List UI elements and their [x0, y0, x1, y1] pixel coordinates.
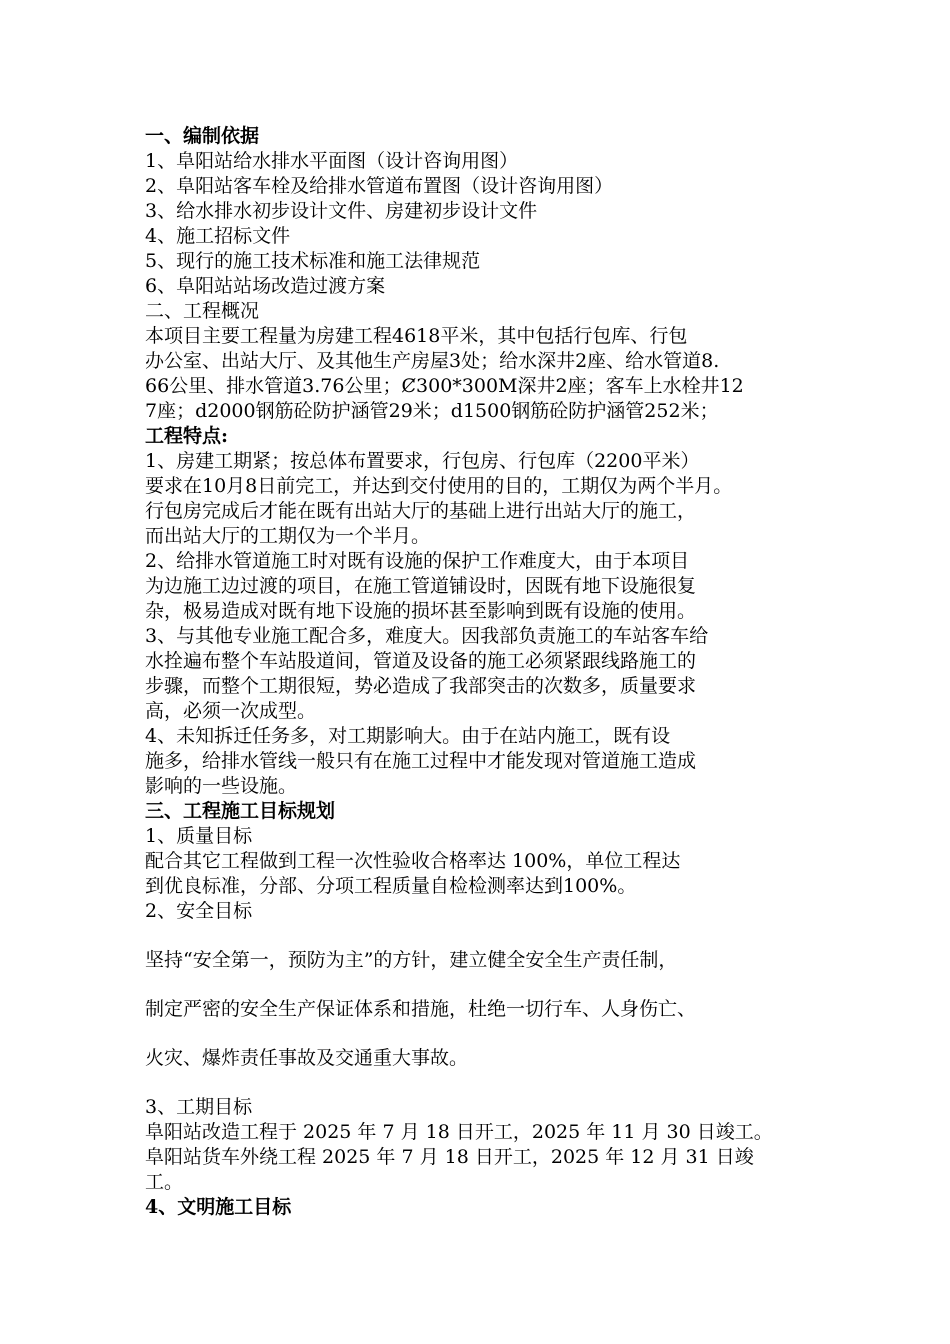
section-heading: 工程特点: — [145, 425, 229, 447]
text-line: 1、房建工期紧；按总体布置要求，行包房、行包库（2200平米） — [145, 450, 700, 472]
text-line: 本项目主要工程量为房建工程4618平米，其中包括行包库、行包 — [145, 325, 688, 347]
text-line: 水拴遍布整个车站股道间，管道及设备的施工必须紧跟线路施工的 — [145, 650, 697, 672]
text-line: 5、现行的施工技术标准和施工法律规范 — [145, 250, 481, 272]
text-line: 7座；d2000钢筋砼防护涵管29米；d1500钢筋砼防护涵管252米； — [145, 400, 719, 422]
text-line: 4、施工招标文件 — [145, 225, 291, 247]
section-heading: 三、工程施工目标规划 — [145, 800, 336, 822]
text-line: 3、工期目标 — [145, 1096, 253, 1118]
text-line: 要求在10月8日前完工，并达到交付使用的目的，工期仅为两个半月。 — [145, 475, 733, 497]
paragraph-spacer — [145, 1071, 820, 1095]
text-line: 而出站大厅的工期仅为一个半月。 — [145, 525, 431, 547]
text-line: 制定严密的安全生产保证体系和措施，杜绝一切行车、人身伤亡、 — [145, 998, 697, 1020]
text-line: 1、阜阳站给水排水平面图（设计咨询用图） — [145, 150, 519, 172]
text-line: 施多，给排水管线一般只有在施工过程中才能发现对管道施工造成 — [145, 750, 697, 772]
text-line: 工。 — [145, 1171, 184, 1193]
document-page — [145, 124, 820, 1220]
text-line: 步骤，而整个工期很短，势必造成了我部突击的次数多，质量要求 — [145, 675, 697, 697]
text-line: 配合其它工程做到工程一次性验收合格率达 100%，单位工程达 — [145, 850, 681, 872]
text-line: 阜阳站货车外绕工程 2025 年 7 月 18 日开工，2025 年 12 月 31 日竣 — [145, 1146, 754, 1168]
text-line: 1、质量目标 — [145, 825, 253, 847]
text-line: 坚持“安全第一，预防为主”的方针，建立健全安全生产责任制， — [145, 949, 678, 971]
text-line: 杂，极易造成对既有地下设施的损坏甚至影响到既有设施的使用。 — [145, 600, 697, 622]
text-line: 2、给排水管道施工时对既有设施的保护工作难度大，由于本项目 — [145, 550, 690, 572]
text-line: 3、与其他专业施工配合多，难度大。因我部负责施工的车站客车给 — [145, 625, 709, 647]
paragraph-spacer — [145, 973, 820, 997]
text-line: 2、阜阳站客车栓及给排水管道布置图（设计咨询用图） — [145, 175, 614, 197]
section-heading: 4、文明施工目标 — [145, 1196, 292, 1218]
text-line: 2、安全目标 — [145, 900, 253, 922]
text-line: 6、阜阳站站场改造过渡方案 — [145, 275, 386, 297]
paragraph-spacer — [145, 1022, 820, 1046]
text-line: 3、给水排水初步设计文件、房建初步设计文件 — [145, 200, 538, 222]
text-line: 66公里、排水管道3.76公里；Ȼ300*300M深井2座；客车上水栓井12 — [145, 375, 744, 397]
text-line: 4、未知拆迁任务多，对工期影响大。由于在站内施工，既有设 — [145, 725, 671, 747]
text-line: 阜阳站改造工程于 2025 年 7 月 18 日开工，2025 年 11 月 30 日竣工。 — [145, 1121, 773, 1143]
text-line: 行包房完成后才能在既有出站大厅的基础上进行出站大厅的施工， — [145, 500, 697, 522]
text-line: 高，必须一次成型。 — [145, 700, 317, 722]
text-line: 二、工程概况 — [145, 300, 260, 322]
paragraph-spacer — [145, 924, 820, 948]
text-line: 办公室、出站大厅、及其他生产房屋3处；给水深井2座、给水管道8. — [145, 350, 720, 372]
section-heading: 一、编制依据 — [145, 125, 260, 147]
text-line: 为边施工边过渡的项目，在施工管道铺设时，因既有地下设施很复 — [145, 575, 697, 597]
text-line: 火灾、爆炸责任事故及交通重大事故。 — [145, 1047, 469, 1069]
text-line: 影响的一些设施。 — [145, 775, 298, 797]
text-line: 到优良标准，分部、分项工程质量自检检测率达到100%。 — [145, 875, 637, 897]
